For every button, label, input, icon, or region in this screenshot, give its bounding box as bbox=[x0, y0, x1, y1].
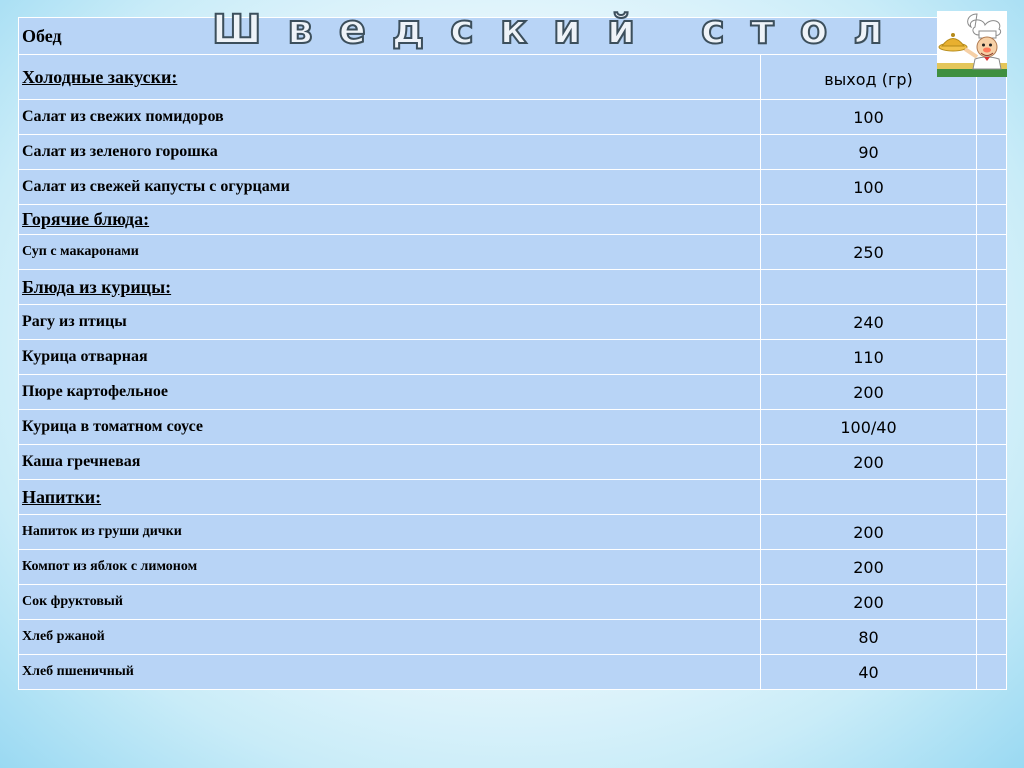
empty-cell bbox=[977, 550, 1007, 585]
dish-name: Компот из яблок с лимоном bbox=[19, 550, 761, 585]
dish-yield: 40 bbox=[761, 655, 977, 690]
table-row bbox=[19, 100, 1007, 135]
dish-yield: 200 bbox=[761, 515, 977, 550]
empty-cell bbox=[977, 375, 1007, 410]
dish-name: Каша гречневая bbox=[19, 445, 761, 480]
empty-cell bbox=[977, 205, 1007, 235]
dish-yield: 110 bbox=[761, 340, 977, 375]
table-row bbox=[19, 550, 1007, 585]
table-row bbox=[19, 620, 1007, 655]
empty-cell bbox=[977, 515, 1007, 550]
table-row bbox=[19, 410, 1007, 445]
empty-cell bbox=[977, 620, 1007, 655]
yield-column-header: выход (гр) bbox=[761, 55, 977, 100]
empty-cell bbox=[977, 655, 1007, 690]
table-row bbox=[19, 585, 1007, 620]
dish-yield: 80 bbox=[761, 620, 977, 655]
dish-yield: 100 bbox=[761, 170, 977, 205]
section-drinks: Напитки: bbox=[19, 480, 761, 515]
empty-cell bbox=[977, 445, 1007, 480]
dish-name: Сок фруктовый bbox=[19, 585, 761, 620]
dish-yield: 200 bbox=[761, 550, 977, 585]
table-row bbox=[19, 655, 1007, 690]
dish-name: Салат из зеленого горошка bbox=[19, 135, 761, 170]
dish-name: Напиток из груши дички bbox=[19, 515, 761, 550]
table-header-row bbox=[19, 55, 1007, 100]
dish-yield bbox=[761, 270, 977, 305]
chef-with-tray-icon bbox=[937, 11, 1007, 77]
section-row bbox=[19, 270, 1007, 305]
dish-yield: 100 bbox=[761, 100, 977, 135]
lunch-label: Обед bbox=[19, 18, 1007, 55]
section-hot-dishes: Горячие блюда: bbox=[19, 205, 761, 235]
empty-cell bbox=[977, 585, 1007, 620]
dish-name: Пюре картофельное bbox=[19, 375, 761, 410]
table-row bbox=[19, 515, 1007, 550]
dish-name: Рагу из птицы bbox=[19, 305, 761, 340]
empty-cell bbox=[977, 235, 1007, 270]
dish-yield: 200 bbox=[761, 445, 977, 480]
section-row bbox=[19, 480, 1007, 515]
empty-cell bbox=[977, 480, 1007, 515]
table-row bbox=[19, 445, 1007, 480]
dish-yield bbox=[761, 480, 977, 515]
table-row bbox=[19, 340, 1007, 375]
dish-yield: 200 bbox=[761, 375, 977, 410]
dish-name: Хлеб пшеничный bbox=[19, 655, 761, 690]
empty-cell bbox=[977, 100, 1007, 135]
dish-name: Курица в томатном соусе bbox=[19, 410, 761, 445]
table-row bbox=[19, 305, 1007, 340]
dish-yield bbox=[761, 205, 977, 235]
empty-cell bbox=[977, 305, 1007, 340]
menu-table bbox=[18, 17, 1007, 690]
dish-name: Суп с макаронами bbox=[19, 235, 761, 270]
section-cold-appetizers: Холодные закуски: bbox=[19, 55, 761, 100]
section-chicken-dishes: Блюда из курицы: bbox=[19, 270, 761, 305]
empty-cell bbox=[977, 410, 1007, 445]
dish-yield: 250 bbox=[761, 235, 977, 270]
empty-cell bbox=[977, 135, 1007, 170]
empty-cell bbox=[977, 170, 1007, 205]
dish-name: Салат из свежей капусты с огурцами bbox=[19, 170, 761, 205]
dish-name: Хлеб ржаной bbox=[19, 620, 761, 655]
dish-yield: 200 bbox=[761, 585, 977, 620]
dish-yield: 90 bbox=[761, 135, 977, 170]
slide-title: Шведский стол bbox=[212, 7, 909, 53]
dish-yield: 100/40 bbox=[761, 410, 977, 445]
empty-cell bbox=[977, 340, 1007, 375]
table-row bbox=[19, 375, 1007, 410]
empty-cell bbox=[977, 270, 1007, 305]
dish-yield: 240 bbox=[761, 305, 977, 340]
table-row bbox=[19, 135, 1007, 170]
table-row bbox=[19, 170, 1007, 205]
dish-name: Салат из свежих помидоров bbox=[19, 100, 761, 135]
section-row bbox=[19, 205, 1007, 235]
table-row bbox=[19, 235, 1007, 270]
dish-name: Курица отварная bbox=[19, 340, 761, 375]
